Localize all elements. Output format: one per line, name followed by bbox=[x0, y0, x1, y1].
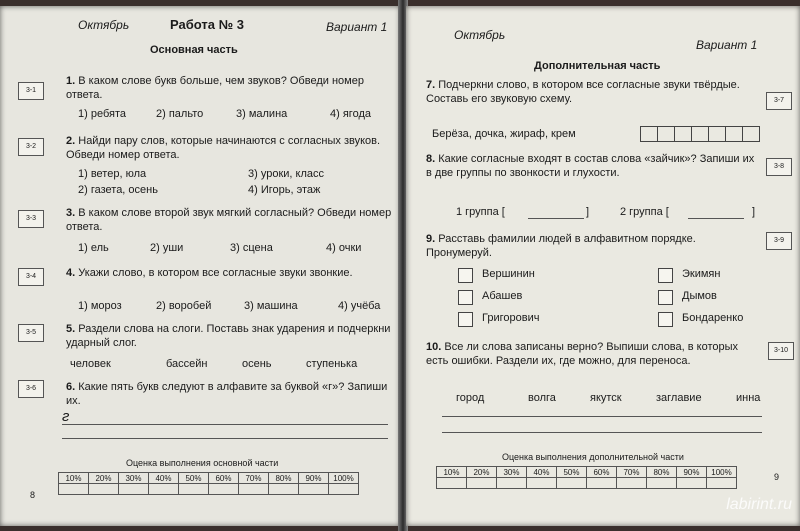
score-cell: 60% bbox=[209, 473, 239, 484]
task-code: 3-3 bbox=[18, 210, 44, 228]
month-label: Октябрь bbox=[454, 28, 506, 42]
words-list: Берёза, дочка, жираф, крем bbox=[432, 128, 576, 140]
order-checkbox[interactable] bbox=[458, 268, 473, 283]
task-6 bbox=[66, 380, 392, 408]
task-code: 3-9 bbox=[766, 232, 792, 250]
work-title: Работа № 3 bbox=[170, 17, 244, 32]
option[interactable]: 2) уши bbox=[150, 242, 184, 254]
order-checkbox[interactable] bbox=[458, 290, 473, 305]
task-number: 4. bbox=[66, 267, 76, 279]
task-text: Расставь фамилии людей в алфавитном порядке. Пронумеруй. bbox=[426, 233, 696, 259]
handwritten-answer: г bbox=[62, 408, 70, 425]
score-cell: 80% bbox=[269, 473, 299, 484]
task-5 bbox=[66, 322, 392, 350]
group-1-label: 1 группа [ bbox=[456, 206, 505, 218]
site-watermark: labirint.ru bbox=[726, 496, 792, 513]
option[interactable]: 1) мороз bbox=[78, 300, 122, 312]
group-1-answer-line[interactable] bbox=[528, 218, 584, 219]
task-code: 3-4 bbox=[18, 268, 44, 286]
score-table bbox=[436, 466, 737, 489]
page-number: 8 bbox=[30, 490, 36, 500]
option[interactable]: 2) пальто bbox=[156, 108, 204, 120]
word: осень bbox=[242, 358, 272, 370]
task-code: 3-2 bbox=[18, 138, 44, 156]
score-cell: 90% bbox=[677, 467, 707, 478]
score-input[interactable] bbox=[467, 478, 497, 489]
score-input[interactable] bbox=[209, 484, 239, 495]
score-cell: 20% bbox=[467, 467, 497, 478]
score-cell: 50% bbox=[557, 467, 587, 478]
task-text: Какие согласные входят в состав слова «зайчик»? Запиши их в две группы по звонкости и глухости. bbox=[426, 153, 755, 179]
score-input[interactable] bbox=[269, 484, 299, 495]
group-2-answer-line[interactable] bbox=[688, 218, 744, 219]
score-input[interactable] bbox=[617, 478, 647, 489]
score-cell: 40% bbox=[149, 473, 179, 484]
task-number: 2. bbox=[66, 135, 76, 147]
task-code: 3-1 bbox=[18, 82, 44, 100]
score-cell: 40% bbox=[527, 467, 557, 478]
surname: Бондаренко bbox=[682, 312, 744, 324]
word: ступенька bbox=[306, 358, 358, 370]
score-cell: 30% bbox=[119, 473, 149, 484]
task-code: 3-5 bbox=[18, 324, 44, 342]
option[interactable]: 3) сцена bbox=[230, 242, 273, 254]
task-number: 10. bbox=[426, 341, 442, 353]
task-4 bbox=[66, 266, 392, 280]
section-title: Основная часть bbox=[150, 44, 238, 56]
task-text: Найди пару слов, которые начинаются с согласных звуков. Обведи номер ответа. bbox=[66, 135, 381, 161]
word: человек bbox=[70, 358, 111, 370]
option[interactable]: 1) ветер, юла bbox=[78, 168, 147, 180]
order-checkbox[interactable] bbox=[458, 312, 473, 327]
order-checkbox[interactable] bbox=[658, 268, 673, 283]
task-2 bbox=[66, 134, 392, 162]
task-number: 9. bbox=[426, 233, 436, 245]
option[interactable]: 4) Игорь, этаж bbox=[248, 184, 321, 196]
score-input[interactable] bbox=[527, 478, 557, 489]
score-cell: 100% bbox=[329, 473, 359, 484]
task-code: 3-10 bbox=[768, 342, 794, 360]
task-3 bbox=[66, 206, 392, 234]
score-cell: 10% bbox=[59, 473, 89, 484]
option[interactable]: 2) воробей bbox=[156, 300, 212, 312]
answer-line[interactable] bbox=[62, 438, 388, 439]
left-page bbox=[0, 6, 400, 526]
score-input[interactable] bbox=[677, 478, 707, 489]
task-text: В каком слове второй звук мягкий согласный? Обведи номер ответа. bbox=[66, 207, 392, 233]
order-checkbox[interactable] bbox=[658, 312, 673, 327]
surname: Абашев bbox=[482, 290, 523, 302]
score-input[interactable] bbox=[497, 478, 527, 489]
word: заглавие bbox=[656, 392, 702, 404]
variant-label: Вариант 1 bbox=[696, 38, 758, 52]
score-cell: 10% bbox=[437, 467, 467, 478]
score-title: Оценка выполнения основной части bbox=[126, 458, 279, 468]
score-input[interactable] bbox=[179, 484, 209, 495]
section-title: Дополнительная часть bbox=[534, 60, 661, 72]
score-input[interactable] bbox=[707, 478, 737, 489]
sound-scheme-boxes[interactable] bbox=[640, 126, 759, 142]
bracket-close: ] bbox=[586, 206, 590, 218]
surname: Дымов bbox=[682, 290, 717, 302]
score-input[interactable] bbox=[59, 484, 89, 495]
score-input[interactable] bbox=[437, 478, 467, 489]
score-input[interactable] bbox=[647, 478, 677, 489]
task-8 bbox=[426, 152, 756, 180]
task-code: 3-7 bbox=[766, 92, 792, 110]
option[interactable]: 2) газета, осень bbox=[78, 184, 158, 196]
task-text: Все ли слова записаны верно? Выпиши слова, в которых есть ошибки. Раздели их, где можно, для переноса. bbox=[426, 341, 739, 367]
task-number: 3. bbox=[66, 207, 76, 219]
task-7 bbox=[426, 78, 756, 106]
task-1 bbox=[66, 74, 392, 102]
word: волга bbox=[528, 392, 556, 404]
score-cell: 80% bbox=[647, 467, 677, 478]
option[interactable]: 3) уроки, класс bbox=[248, 168, 324, 180]
order-checkbox[interactable] bbox=[658, 290, 673, 305]
score-cell: 30% bbox=[497, 467, 527, 478]
task-number: 6. bbox=[66, 381, 76, 393]
task-text: Подчеркни слово, в котором все согласные звуки твёрдые. Составь его звуковую схему. bbox=[426, 79, 740, 105]
task-text: В каком слове букв больше, чем звуков? Обведи номер ответа. bbox=[66, 75, 364, 101]
option[interactable]: 4) учёба bbox=[338, 300, 381, 312]
score-input[interactable] bbox=[587, 478, 617, 489]
score-cell: 90% bbox=[299, 473, 329, 484]
task-code: 3-6 bbox=[18, 380, 44, 398]
word: инна bbox=[736, 392, 761, 404]
surname: Экимян bbox=[682, 268, 721, 280]
surname: Григорович bbox=[482, 312, 540, 324]
score-cell: 100% bbox=[707, 467, 737, 478]
option[interactable]: 4) очки bbox=[326, 242, 362, 254]
surname: Вершинин bbox=[482, 268, 535, 280]
option[interactable]: 3) машина bbox=[244, 300, 298, 312]
task-number: 5. bbox=[66, 323, 76, 335]
score-input[interactable] bbox=[299, 484, 329, 495]
option[interactable]: 1) ель bbox=[78, 242, 109, 254]
score-cell: 70% bbox=[617, 467, 647, 478]
word: город bbox=[456, 392, 485, 404]
score-cell: 60% bbox=[587, 467, 617, 478]
score-input[interactable] bbox=[119, 484, 149, 495]
word: бассейн bbox=[166, 358, 208, 370]
task-code: 3-8 bbox=[766, 158, 792, 176]
option[interactable]: 4) ягода bbox=[330, 108, 371, 120]
task-10 bbox=[426, 340, 760, 368]
score-table bbox=[58, 472, 359, 495]
word: якутск bbox=[590, 392, 622, 404]
option[interactable]: 1) ребята bbox=[78, 108, 126, 120]
month-label: Октябрь bbox=[78, 18, 130, 32]
task-text: Укажи слово, в котором все согласные звуки звонкие. bbox=[78, 267, 353, 279]
task-number: 7. bbox=[426, 79, 436, 91]
answer-line[interactable] bbox=[442, 416, 762, 417]
answer-line[interactable] bbox=[62, 424, 388, 425]
score-cell: 50% bbox=[179, 473, 209, 484]
option[interactable]: 3) малина bbox=[236, 108, 288, 120]
score-input[interactable] bbox=[89, 484, 119, 495]
score-input[interactable] bbox=[239, 484, 269, 495]
group-2-label: 2 группа [ bbox=[620, 206, 669, 218]
task-number: 1. bbox=[66, 75, 76, 87]
score-input[interactable] bbox=[557, 478, 587, 489]
right-page bbox=[406, 6, 800, 526]
bracket-close: ] bbox=[752, 206, 756, 218]
score-input[interactable] bbox=[329, 484, 359, 495]
score-cell: 20% bbox=[89, 473, 119, 484]
task-text: Какие пять букв следуют в алфавите за буквой «г»? Запиши их. bbox=[66, 381, 388, 407]
page-number: 9 bbox=[774, 472, 780, 482]
answer-line[interactable] bbox=[442, 432, 762, 433]
variant-label: Вариант 1 bbox=[326, 20, 388, 34]
task-number: 8. bbox=[426, 153, 436, 165]
task-9 bbox=[426, 232, 756, 260]
score-cell: 70% bbox=[239, 473, 269, 484]
score-input[interactable] bbox=[149, 484, 179, 495]
score-title: Оценка выполнения дополнительной части bbox=[502, 452, 684, 462]
task-text: Раздели слова на слоги. Поставь знак ударения и подчеркни ударный слог. bbox=[66, 323, 391, 349]
